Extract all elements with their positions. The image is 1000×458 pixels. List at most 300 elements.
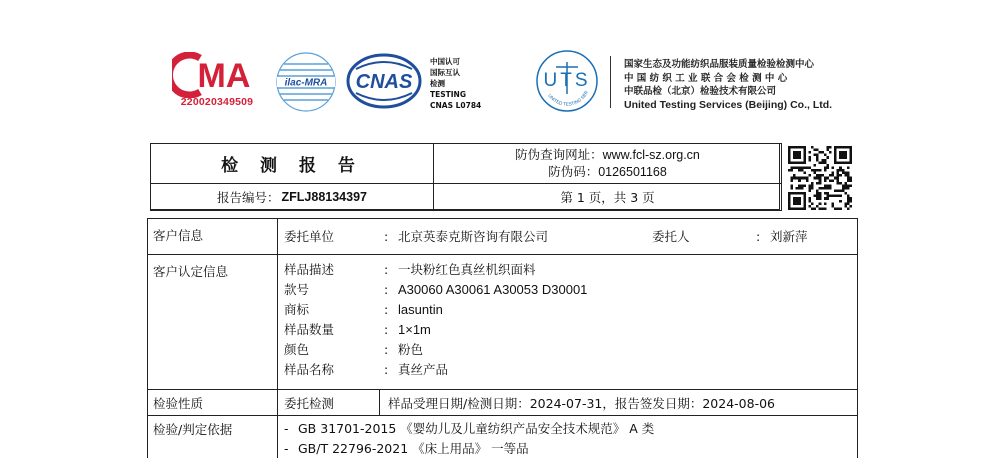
qr-module bbox=[788, 156, 791, 159]
qr-module bbox=[819, 177, 822, 180]
qr-module bbox=[821, 159, 824, 162]
qr-module bbox=[808, 184, 811, 187]
sample-field: 样品名称 : 真丝产品 bbox=[284, 361, 449, 377]
sample-field: 商标 : lasuntin bbox=[284, 301, 443, 317]
qr-module bbox=[819, 202, 822, 205]
qr-module bbox=[839, 161, 842, 164]
qr-module bbox=[847, 187, 850, 190]
qr-module bbox=[837, 161, 840, 164]
qr-module bbox=[803, 161, 806, 164]
qr-module bbox=[796, 161, 799, 164]
qr-module bbox=[806, 179, 809, 182]
ilac-mra-logo bbox=[274, 50, 338, 114]
qr-module bbox=[796, 200, 799, 203]
cma-letters: MA bbox=[197, 57, 251, 95]
qr-module bbox=[796, 156, 799, 159]
cma-number: 220020349509 bbox=[180, 96, 254, 108]
qr-module bbox=[793, 202, 796, 205]
qr-module bbox=[849, 184, 852, 187]
cnas-line: TESTING bbox=[430, 90, 466, 99]
qr-module bbox=[842, 187, 845, 190]
qr-module bbox=[839, 207, 842, 210]
qr-module bbox=[814, 169, 817, 172]
qr-module bbox=[803, 177, 806, 180]
qr-module bbox=[847, 172, 850, 175]
qr-module bbox=[821, 161, 824, 164]
section-label: 检验/判定依据 bbox=[148, 416, 278, 458]
qr-module bbox=[839, 156, 842, 159]
qr-module bbox=[837, 146, 840, 149]
qr-module bbox=[811, 207, 814, 210]
qr-module bbox=[796, 192, 799, 195]
qr-module bbox=[816, 195, 819, 198]
qr-module bbox=[791, 207, 794, 210]
qr-module bbox=[849, 179, 852, 182]
qr-module bbox=[801, 184, 804, 187]
qr-module bbox=[796, 197, 799, 200]
qr-module bbox=[824, 184, 827, 187]
qr-module bbox=[788, 159, 791, 162]
qr-module bbox=[791, 177, 794, 180]
qr-module bbox=[824, 197, 827, 200]
qr-module bbox=[791, 192, 794, 195]
qr-module bbox=[844, 172, 847, 175]
qr-module bbox=[819, 195, 822, 198]
inspection-type-row bbox=[148, 390, 857, 416]
qr-module bbox=[816, 149, 819, 152]
field-label: 委托单位 bbox=[284, 229, 335, 244]
qr-module bbox=[849, 146, 852, 149]
qr-module bbox=[819, 207, 822, 210]
qr-module bbox=[801, 146, 804, 149]
qr-module bbox=[826, 184, 829, 187]
qr-module bbox=[824, 207, 827, 210]
qr-module bbox=[814, 195, 817, 198]
qr-module bbox=[788, 146, 791, 149]
uts-line: 国家生态及功能纺织品服装质量检验检测中心 bbox=[624, 59, 815, 70]
qr-module bbox=[839, 146, 842, 149]
qr-module bbox=[849, 159, 852, 162]
section-label: 检验性质 bbox=[148, 390, 278, 415]
qr-module bbox=[834, 146, 837, 149]
field-value: A30060 A30061 A30053 D30001 bbox=[398, 281, 588, 297]
qr-module bbox=[806, 177, 809, 180]
qr-module bbox=[829, 146, 832, 149]
qr-module bbox=[834, 154, 837, 157]
qr-module bbox=[819, 182, 822, 185]
client-info-row bbox=[148, 219, 857, 255]
qr-module bbox=[824, 177, 827, 180]
sample-field: 颜色 : 粉色 bbox=[284, 341, 424, 357]
qr-module bbox=[801, 177, 804, 180]
qr-module bbox=[834, 151, 837, 154]
qr-module bbox=[803, 202, 806, 205]
qr-module bbox=[791, 187, 794, 190]
entrust-unit-value: 北京英泰克斯咨询有限公司 bbox=[398, 229, 549, 244]
qr-module bbox=[819, 192, 822, 195]
qr-module bbox=[824, 169, 827, 172]
sample-field: 款号 : A30060 A30061 A30053 D30001 bbox=[284, 281, 588, 297]
qr-module bbox=[847, 184, 850, 187]
qr-module bbox=[793, 177, 796, 180]
qr-module bbox=[808, 151, 811, 154]
qr-module bbox=[832, 174, 835, 177]
qr-module bbox=[837, 195, 840, 198]
qr-module bbox=[803, 207, 806, 210]
qr-module bbox=[844, 146, 847, 149]
qr-module bbox=[829, 184, 832, 187]
qr-module bbox=[788, 151, 791, 154]
field-value: 1×1m bbox=[398, 321, 431, 337]
qr-module bbox=[814, 154, 817, 157]
qr-module bbox=[816, 174, 819, 177]
qr-module bbox=[808, 156, 811, 159]
uts-divider bbox=[610, 56, 611, 108]
qr-module bbox=[801, 161, 804, 164]
cnas-line: CNAS L0784 bbox=[430, 101, 482, 110]
qr-module bbox=[788, 200, 791, 203]
qr-module bbox=[832, 202, 835, 205]
qr-module bbox=[844, 154, 847, 157]
qr-module bbox=[844, 151, 847, 154]
entrust-person-value: 刘新萍 bbox=[770, 229, 808, 244]
report-number-label: 报告编号： bbox=[217, 190, 280, 205]
qr-module bbox=[821, 187, 824, 190]
field-value: 真丝产品 bbox=[398, 362, 449, 377]
qr-module bbox=[844, 192, 847, 195]
qr-module bbox=[844, 156, 847, 159]
qr-module bbox=[803, 205, 806, 208]
qr-module bbox=[796, 177, 799, 180]
qr-module bbox=[849, 161, 852, 164]
qr-module bbox=[829, 174, 832, 177]
qr-module bbox=[834, 156, 837, 159]
qr-module bbox=[814, 172, 817, 175]
field-value: 一块粉红色真丝机织面料 bbox=[398, 262, 536, 277]
qr-module bbox=[798, 184, 801, 187]
qr-module bbox=[847, 166, 850, 169]
qr-module bbox=[826, 195, 829, 198]
qr-module bbox=[793, 174, 796, 177]
qr-module bbox=[847, 197, 850, 200]
qr-module bbox=[791, 184, 794, 187]
qr-module bbox=[798, 169, 801, 172]
uts-line: 中 国 纺 织 工 业 联 合 会 检 测 中 心 bbox=[624, 72, 788, 84]
qr-module bbox=[849, 177, 852, 180]
qr-module bbox=[788, 154, 791, 157]
basis-item: - GB/T 22796-2021 《床上用品》 一等品 bbox=[284, 440, 529, 456]
qr-module bbox=[814, 164, 817, 167]
qr-module bbox=[844, 174, 847, 177]
cnas-line: 中国认可 bbox=[430, 57, 460, 66]
qr-module bbox=[826, 156, 829, 159]
qr-module bbox=[811, 202, 814, 205]
qr-module bbox=[808, 159, 811, 162]
qr-module bbox=[849, 149, 852, 152]
qr-module bbox=[819, 187, 822, 190]
field-label: 颜色 bbox=[284, 342, 310, 357]
qr-module bbox=[814, 207, 817, 210]
qr-module bbox=[816, 197, 819, 200]
qr-module bbox=[803, 172, 806, 175]
qr-module bbox=[847, 177, 850, 180]
qr-module bbox=[798, 207, 801, 210]
section-label: 客户认定信息 bbox=[148, 255, 278, 389]
qr-module bbox=[832, 179, 835, 182]
qr-module bbox=[842, 156, 845, 159]
qr-module bbox=[821, 151, 824, 154]
qr-module bbox=[839, 190, 842, 193]
qr-module bbox=[826, 192, 829, 195]
qr-module bbox=[803, 149, 806, 152]
qr-module bbox=[808, 166, 811, 169]
qr-module bbox=[842, 190, 845, 193]
qr-module bbox=[816, 156, 819, 159]
qr-module bbox=[844, 187, 847, 190]
qr-module bbox=[842, 169, 845, 172]
qr-module bbox=[842, 184, 845, 187]
qr-module bbox=[816, 159, 819, 162]
qr-module bbox=[808, 200, 811, 203]
qr-module bbox=[808, 205, 811, 208]
qr-module bbox=[839, 154, 842, 157]
qr-module bbox=[791, 161, 794, 164]
qr-module bbox=[816, 205, 819, 208]
verify-code: 防伪码：0126501168 bbox=[548, 164, 667, 179]
qr-module bbox=[849, 205, 852, 208]
qr-module bbox=[811, 182, 814, 185]
qr-module bbox=[791, 169, 794, 172]
qr-module bbox=[839, 200, 842, 203]
qr-module bbox=[788, 205, 791, 208]
qr-module bbox=[798, 202, 801, 205]
qr-module bbox=[798, 156, 801, 159]
qr-module bbox=[824, 154, 827, 157]
verify-url[interactable]: 防伪查询网址：www.fcl-sz.org.cn bbox=[515, 147, 700, 162]
qr-module bbox=[826, 164, 829, 167]
qr-module bbox=[788, 169, 791, 172]
qr-module bbox=[791, 146, 794, 149]
qr-module bbox=[816, 190, 819, 193]
qr-module bbox=[834, 149, 837, 152]
qr-module bbox=[811, 187, 814, 190]
qr-module bbox=[842, 161, 845, 164]
qr-module bbox=[798, 197, 801, 200]
field-label: 样品描述 bbox=[284, 262, 335, 277]
qr-module bbox=[826, 197, 829, 200]
qr-module bbox=[798, 192, 801, 195]
qr-module bbox=[829, 179, 832, 182]
qr-module bbox=[849, 197, 852, 200]
qr-module bbox=[824, 187, 827, 190]
qr-module bbox=[837, 174, 840, 177]
sample-field: 样品描述 : 一块粉红色真丝机织面料 bbox=[284, 261, 536, 277]
qr-module bbox=[793, 192, 796, 195]
qr-module bbox=[788, 149, 791, 152]
qr-module bbox=[803, 146, 806, 149]
qr-module bbox=[847, 146, 850, 149]
qr-module bbox=[849, 151, 852, 154]
cnas-letters: CNAS bbox=[355, 71, 413, 93]
qr-module bbox=[793, 151, 796, 154]
qr-module bbox=[798, 146, 801, 149]
qr-module bbox=[826, 149, 829, 152]
qr-module bbox=[793, 156, 796, 159]
cnas-line: 国际互认 bbox=[430, 68, 460, 77]
qr-module bbox=[798, 200, 801, 203]
qr-module bbox=[814, 149, 817, 152]
qr-module bbox=[842, 146, 845, 149]
client-confirmed-row bbox=[148, 255, 857, 390]
inspection-dates: 样品受理日期/检测日期：2024-07-31，报告签发日期：2024-08-06 bbox=[388, 395, 776, 411]
qr-module bbox=[806, 166, 809, 169]
header-logos bbox=[0, 0, 1000, 130]
qr-module bbox=[847, 207, 850, 210]
qr-module bbox=[849, 156, 852, 159]
page-indicator: 第 1 页，共 3 页 bbox=[433, 183, 782, 211]
report-number: ZFLJ88134397 bbox=[281, 190, 367, 204]
qr-module bbox=[793, 161, 796, 164]
qr-module bbox=[788, 207, 791, 210]
qr-module bbox=[839, 169, 842, 172]
qr-module bbox=[793, 197, 796, 200]
sample-field: 样品数量 : 1×1m bbox=[284, 321, 431, 337]
qr-module bbox=[801, 207, 804, 210]
report-number-cell bbox=[150, 183, 434, 211]
qr-module bbox=[816, 182, 819, 185]
qr-code-icon[interactable] bbox=[788, 146, 852, 210]
qr-module bbox=[826, 177, 829, 180]
qr-module bbox=[837, 182, 840, 185]
qr-module bbox=[793, 154, 796, 157]
qr-module bbox=[803, 195, 806, 198]
qr-module bbox=[816, 177, 819, 180]
qr-module bbox=[839, 166, 842, 169]
cnas-caption bbox=[430, 56, 481, 111]
qr-module bbox=[839, 195, 842, 198]
qr-module bbox=[811, 184, 814, 187]
qr-module bbox=[844, 205, 847, 208]
qr-module bbox=[847, 174, 850, 177]
qr-module bbox=[837, 190, 840, 193]
field-label: 样品数量 bbox=[284, 322, 335, 337]
qr-module bbox=[808, 190, 811, 193]
basis-item: - GB 31701-2015 《婴幼儿及儿童纺织产品安全技术规范》 A 类 bbox=[284, 420, 655, 436]
uts-logo bbox=[534, 48, 600, 114]
qr-module bbox=[832, 205, 835, 208]
qr-module bbox=[796, 154, 799, 157]
qr-module bbox=[847, 200, 850, 203]
qr-module bbox=[837, 177, 840, 180]
qr-module bbox=[847, 202, 850, 205]
qr-module bbox=[829, 195, 832, 198]
qr-module bbox=[837, 179, 840, 182]
qr-module bbox=[824, 179, 827, 182]
qr-module bbox=[788, 195, 791, 198]
qr-module bbox=[839, 182, 842, 185]
qr-module bbox=[842, 151, 845, 154]
qr-module bbox=[816, 192, 819, 195]
qr-module bbox=[798, 154, 801, 157]
qr-module bbox=[793, 146, 796, 149]
basis-row bbox=[148, 416, 857, 458]
report-title-table bbox=[150, 143, 780, 210]
uts-seal-icon bbox=[534, 48, 600, 114]
qr-module bbox=[832, 172, 835, 175]
qr-module bbox=[829, 151, 832, 154]
qr-module bbox=[819, 197, 822, 200]
qr-module bbox=[801, 192, 804, 195]
qr-module bbox=[834, 195, 837, 198]
qr-module bbox=[826, 166, 829, 169]
qr-module bbox=[837, 169, 840, 172]
inspection-type: 委托检测 bbox=[278, 390, 380, 415]
qr-module bbox=[837, 172, 840, 175]
qr-module bbox=[819, 174, 822, 177]
field-value: lasuntin bbox=[398, 301, 443, 317]
qr-module bbox=[832, 195, 835, 198]
qr-module bbox=[824, 159, 827, 162]
qr-module bbox=[816, 169, 819, 172]
qr-module bbox=[842, 172, 845, 175]
qr-module bbox=[844, 184, 847, 187]
uts-english-name: United Testing Services (Beijing) Co., Ltd. bbox=[624, 98, 833, 111]
qr-module bbox=[849, 154, 852, 157]
qr-module bbox=[829, 187, 832, 190]
ilac-globe-icon bbox=[274, 50, 338, 114]
qr-module bbox=[798, 187, 801, 190]
qr-module bbox=[811, 169, 814, 172]
cma-mark-icon bbox=[172, 52, 262, 98]
qr-module bbox=[796, 187, 799, 190]
qr-module bbox=[803, 192, 806, 195]
qr-module bbox=[808, 197, 811, 200]
qr-module bbox=[803, 200, 806, 203]
qr-module bbox=[826, 146, 829, 149]
qr-module bbox=[796, 207, 799, 210]
anti-counterfeit-info bbox=[433, 143, 782, 184]
qr-module bbox=[788, 197, 791, 200]
qr-module bbox=[819, 179, 822, 182]
qr-module bbox=[793, 200, 796, 203]
qr-module bbox=[824, 202, 827, 205]
qr-module bbox=[803, 156, 806, 159]
qr-module bbox=[793, 166, 796, 169]
qr-module bbox=[847, 195, 850, 198]
qr-module bbox=[803, 197, 806, 200]
field-label: 款号 bbox=[284, 282, 310, 297]
section-label: 客户信息 bbox=[148, 219, 278, 254]
qr-module bbox=[798, 179, 801, 182]
field-label: 样品名称 bbox=[284, 362, 335, 377]
field-value: 粉色 bbox=[398, 342, 424, 357]
ilac-text: ilac-MRA bbox=[284, 77, 328, 89]
qr-module bbox=[803, 159, 806, 162]
qr-module bbox=[821, 174, 824, 177]
qr-module bbox=[839, 174, 842, 177]
qr-module bbox=[844, 182, 847, 185]
qr-module bbox=[796, 151, 799, 154]
qr-module bbox=[834, 177, 837, 180]
qr-module bbox=[803, 154, 806, 157]
qr-module bbox=[798, 161, 801, 164]
entrust-person-label: 委托人 bbox=[652, 229, 690, 244]
qr-module bbox=[801, 187, 804, 190]
qr-module bbox=[803, 184, 806, 187]
qr-module bbox=[842, 154, 845, 157]
qr-module bbox=[798, 177, 801, 180]
qr-module bbox=[832, 166, 835, 169]
